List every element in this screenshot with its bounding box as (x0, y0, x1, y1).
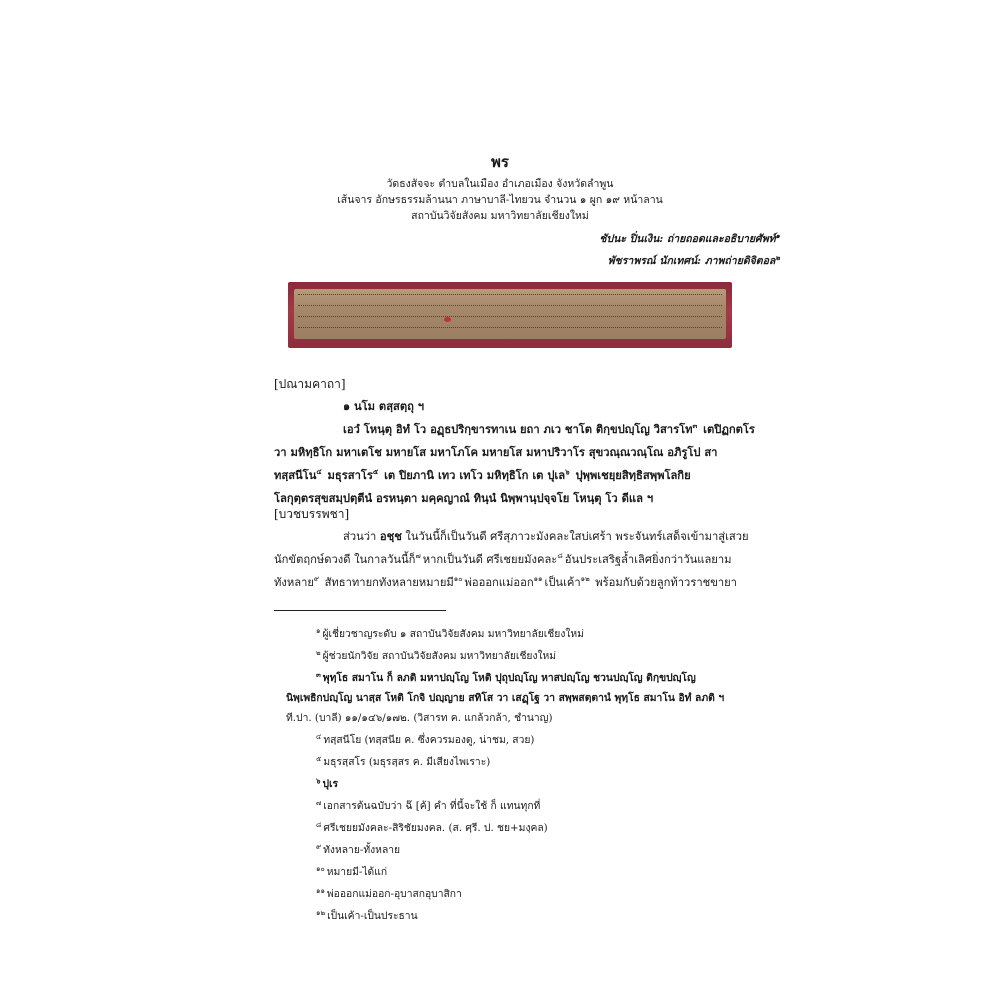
footnote (316, 841, 400, 858)
footnote (316, 885, 462, 902)
footnote-continuation (286, 689, 724, 706)
prose-line (343, 527, 749, 545)
footnote-number: ๒ (316, 648, 321, 657)
footnote-number: ๗ (316, 798, 322, 807)
footnote-number: ๓ (316, 669, 321, 679)
footnote (316, 647, 556, 664)
verse-text: ปุพฺพเชยฺยสิทฺธิสพฺพโลกิย (571, 468, 691, 482)
footnote (316, 819, 548, 836)
footnote-mark: ๖ (565, 467, 570, 477)
footnote-mark: ๘ (557, 552, 563, 561)
script-line (298, 316, 722, 319)
footnote-number: ๕ (316, 754, 322, 763)
prose-text: อันประเสริฐล้ำเลิศยิ่งกว่าวันแลยาม (564, 553, 732, 566)
verse-line: โลกุตฺตรสุขสมฺปตฺตีนํ อรหนฺตา มคฺคญาณํ ทินฺนํ นิพฺพานฺปจฺจโย โหนฺตุ โว ดีแล ฯ (274, 491, 654, 505)
prose-text: เป็นเค้า (544, 576, 581, 589)
footnote-number: ๘ (316, 820, 322, 829)
footnote-mark: ๑ (775, 230, 780, 240)
meta-line-institute: สถาบันวิจัยสังคม มหาวิทยาลัยเชียงใหม่ (411, 210, 589, 222)
verse-line (343, 420, 755, 438)
footnote-text: ผู้ช่วยนักวิจัย สถาบันวิจัยสังคม มหาวิทยาลัยเชียงใหม่ (322, 650, 557, 662)
footnote-continuation (286, 709, 552, 726)
document-title: พร (491, 153, 509, 171)
script-line (298, 294, 722, 297)
footnote-text: เอกสารต้นฉบับว่า ฉ๊ [ค้] คำ ที่นี้จะใช้ ก็ แทนทุกที่ (323, 800, 541, 812)
footnote (316, 753, 490, 770)
verse-line: วา มหิทฺธิโก มหาเตโช มหายโส มหาโภโค มหายโส มหาปริวาโร สุขวณฺณวณฺโณ อภิรูโป สา (274, 445, 718, 459)
footnote-text: ที.ปา. (บาลี) ๑๑/๑๔๖/๑๗๒. (วิสารท ค. แกล้วกล้า, ชำนาญ) (286, 712, 553, 724)
footnote-mark: ๕ (372, 467, 379, 477)
footnote-mark: ๑๑ (533, 575, 543, 584)
footnote-text: ทังหลาย-ทั้งหลาย (323, 844, 401, 856)
prose-line (274, 573, 737, 591)
footnote-text: ผู้เชี่ยวชาญระดับ ๑ สถาบันวิจัยสังคม มหาวิทยาลัยเชียงใหม่ (322, 628, 584, 640)
footnote-text: ทสฺสนีโย (ทสฺสนีย ค. ซึ่งควรมองดู, น่าชม, สวย) (323, 734, 535, 746)
prose-text: หากเป็นวันดี ศรีเชยยมังคละ (422, 553, 558, 566)
footnote (316, 625, 584, 642)
footnote (316, 775, 338, 792)
script-line (298, 327, 722, 330)
verse-line: ๑ นโม ตสฺสตฺถุ ฯ (343, 399, 425, 413)
prose-text: ทังหลาย (274, 576, 314, 589)
footnote-mark: ๔ (316, 467, 322, 477)
footnote-mark: ๑๒ (580, 575, 590, 584)
palm-leaf-surface (294, 289, 726, 339)
footnote (316, 797, 540, 814)
binding-hole-icon (444, 317, 451, 322)
credit-transcriber-text: ชัปนะ ปิ่นเงิน: ถ่ายถอดและอธิบายศัพท์ (599, 233, 776, 245)
section-heading-panama: [ปณามคาถา] (274, 377, 346, 391)
prose-text: สัทธาทายกทังหลายหมายมี (321, 576, 454, 589)
footnote-mark: ๙ (313, 575, 320, 584)
footnote-text: มธุรสฺสโร (มธุรสฺสร ค. มีเสียงไพเราะ) (323, 756, 491, 768)
credit-photographer (608, 252, 782, 269)
footnote-text: เป็นเค้า-เป็นประธาน (327, 910, 418, 922)
footnote-mark: ๓ (692, 421, 698, 431)
prose-line (274, 550, 732, 568)
verse-line (274, 466, 724, 484)
footnote-mark: ๑๐ (453, 575, 463, 584)
section-heading-ordination: [บวชบรรพชา] (274, 507, 350, 521)
prose-text: ส่วนว่า (343, 530, 380, 543)
footnote-text: ศรีเชยยมังคละ-สิริชัยมงคล. (ส. ศฺรี. ป. ชย+มงฺคล) (323, 822, 548, 834)
meta-line-script: เส้นจาร อักษรธรรมล้านนา ภาษาบาลี-ไทยวน จำนวน ๑ ผูก ๑๙ หน้าลาน (337, 194, 663, 206)
credit-transcriber (599, 230, 782, 247)
credit-photographer-text: พัชราพรณ์ นักเทศน์: ภาพถ่ายดิจิตอล (607, 255, 776, 267)
meta-line-temple: วัดธงสัจจะ ตำบลในเมือง อำเภอเมือง จังหวัดลำพูน (386, 178, 614, 190)
footnote-number: ๑๑ (316, 886, 325, 895)
footnote-mark: ๗ (415, 552, 421, 561)
footnote (316, 731, 534, 748)
verse-text: เต ปิยภานิ เทว เทโว มหิทฺธิโก เต ปุเล (380, 468, 566, 482)
footnote-divider (274, 610, 446, 611)
footnote-text: นิพฺเพธิกปญฺโญ นาสฺส โหติ โกจิ ปญฺญาย สทิโส วา เสฏฺโฐ วา สพฺพสตฺตานํ พุทฺโธ สมาโน อิทํ ลภติ ฯ (286, 692, 725, 704)
footnote-text: พ่อออกแม่ออก-อุบาสกอุบาสิกา (326, 888, 462, 900)
footnote-text: พุทฺโธ สมาโน ก็ ลภติ มหาปญฺโญ โหติ ปุถุปญฺโญ หาสปญฺโญ ชวนปญฺโญ ติกฺขปญฺโญ (322, 672, 696, 684)
footnote-number: ๔ (316, 732, 322, 741)
footnote-text: หมายมี-ได้แก่ (326, 866, 388, 878)
footnote-number: ๑๒ (316, 908, 326, 917)
prose-text: นักขัตฤกษ์ดวงดี ในกาลวันนี้ก็ (274, 553, 416, 566)
footnote (316, 907, 418, 924)
prose-text: พร้อมกับด้วยลูกท้าวราชขายา (591, 576, 737, 589)
footnote-number: ๖ (316, 775, 321, 785)
verse-text: มธุรสาโร (323, 468, 373, 482)
prose-text: ในวันนี้ก็เป็นวันดี ศรีสุภาวะมังคละใสบ่เศร้า พระจันทร์เสด็จเข้ามาสู่เสวย (401, 530, 749, 543)
prose-keyword: อชฺช (379, 529, 402, 543)
footnote-number: ๑ (316, 626, 321, 635)
palm-leaf-manuscript-image (288, 282, 732, 348)
footnote-number: ๑๐ (316, 864, 325, 873)
footnote-text: ปุเร (322, 778, 339, 790)
verse-text: เอวํ โหนฺตุ อิทํ โว อฏฺธปริกฺขารทาเน ยถา ภเว ชาโต ติกฺขปญฺโญ วิสารโท (343, 422, 693, 436)
footnote-number: ๙ (316, 842, 322, 851)
footnote (316, 863, 387, 880)
footnote-mark: ๒ (775, 252, 780, 262)
footnote (316, 669, 696, 686)
script-line (298, 305, 722, 308)
verse-text: ทสฺสนีโน (274, 468, 317, 482)
verse-text: เตปิฏกตโร (699, 422, 755, 436)
prose-text: พ่อออกแม่ออก (464, 576, 534, 589)
